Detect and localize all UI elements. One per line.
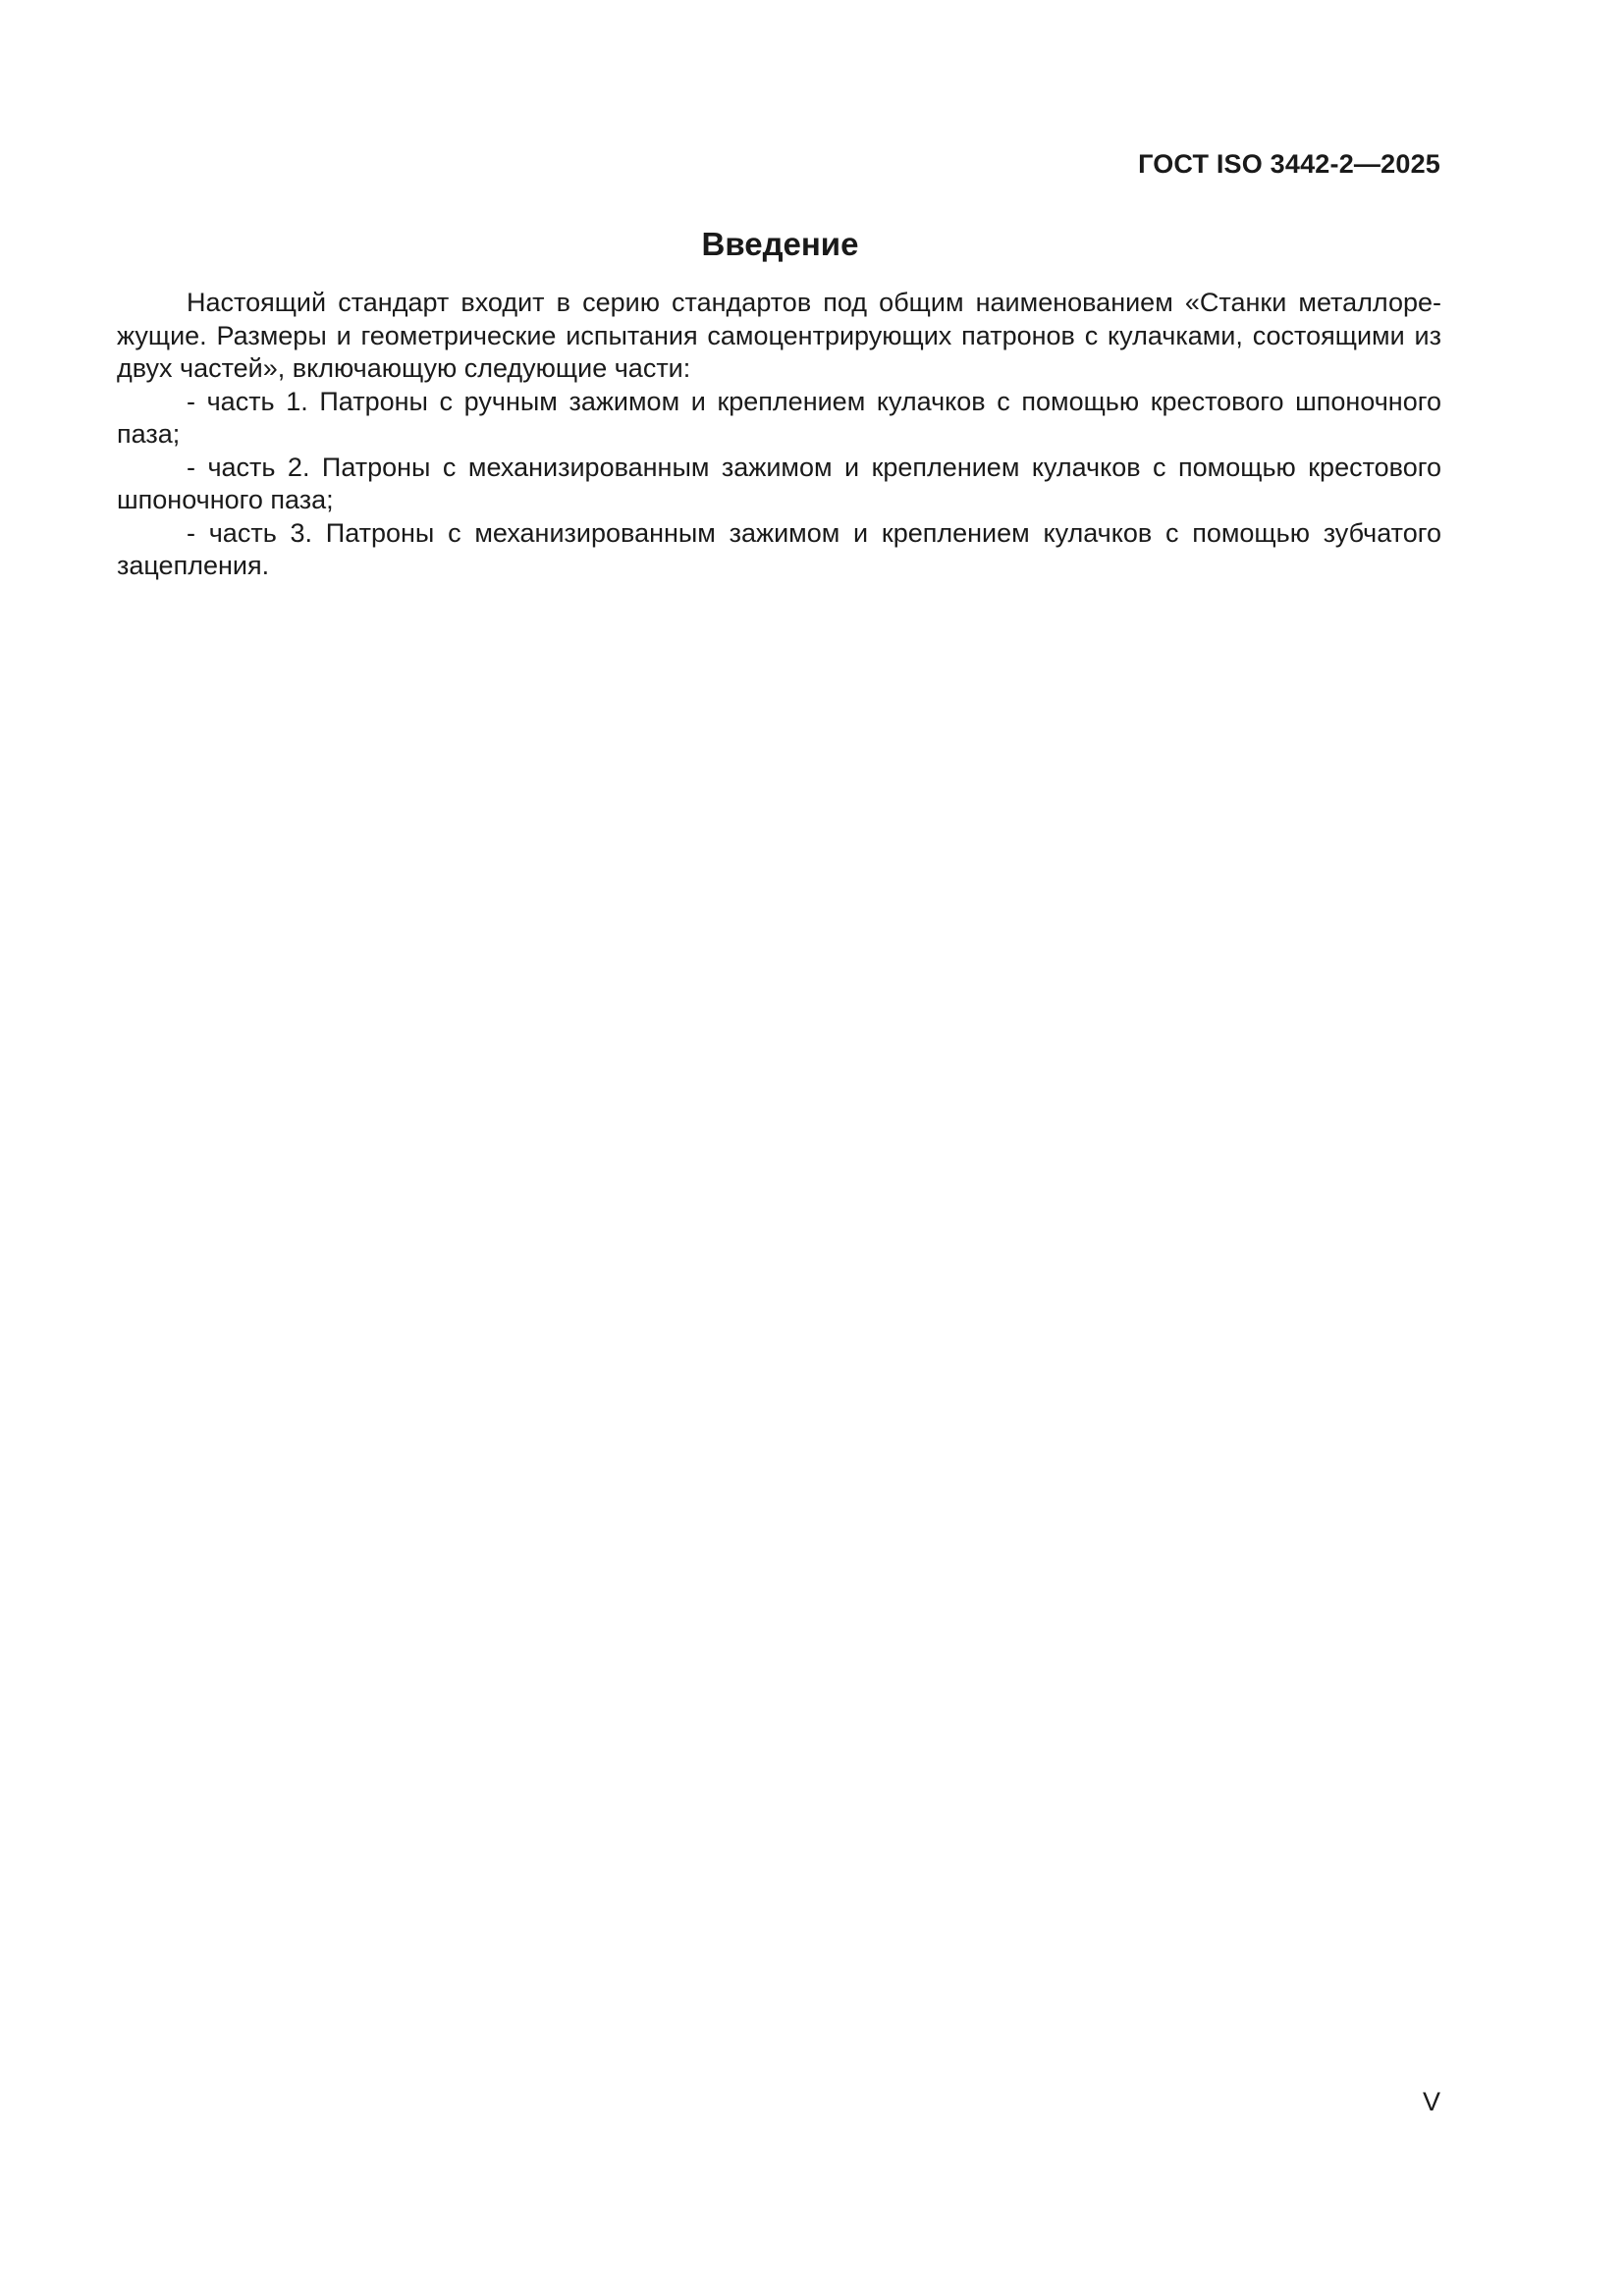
intro-paragraph: Настоящий стандарт входит в серию стандартов под общим наименованием «Станки металлорежущие. Размеры и геометрические испытания самоцентрирующих патронов с кулачками, состоящими из двух частей», включающую следующие части: <box>117 288 1441 383</box>
part-list-item: - часть 1. Патроны с ручным зажимом и креплением кулачков с помощью крестового шпоночного паза; <box>117 386 1441 449</box>
part-list-item: - часть 3. Патроны с механизированным зажимом и креплением кулачков с помощью зубчатого зацепления. <box>117 517 1441 580</box>
part-list-item: - часть 2. Патроны с механизированным зажимом и креплением кулачков с помощью крестового шпоночного паза; <box>117 452 1441 514</box>
section-title: Введение <box>701 226 859 262</box>
page-number: V <box>1422 2087 1440 2116</box>
document-code: ГОСТ ISO 3442-2—2025 <box>1138 149 1440 179</box>
introduction-body <box>117 287 1441 583</box>
